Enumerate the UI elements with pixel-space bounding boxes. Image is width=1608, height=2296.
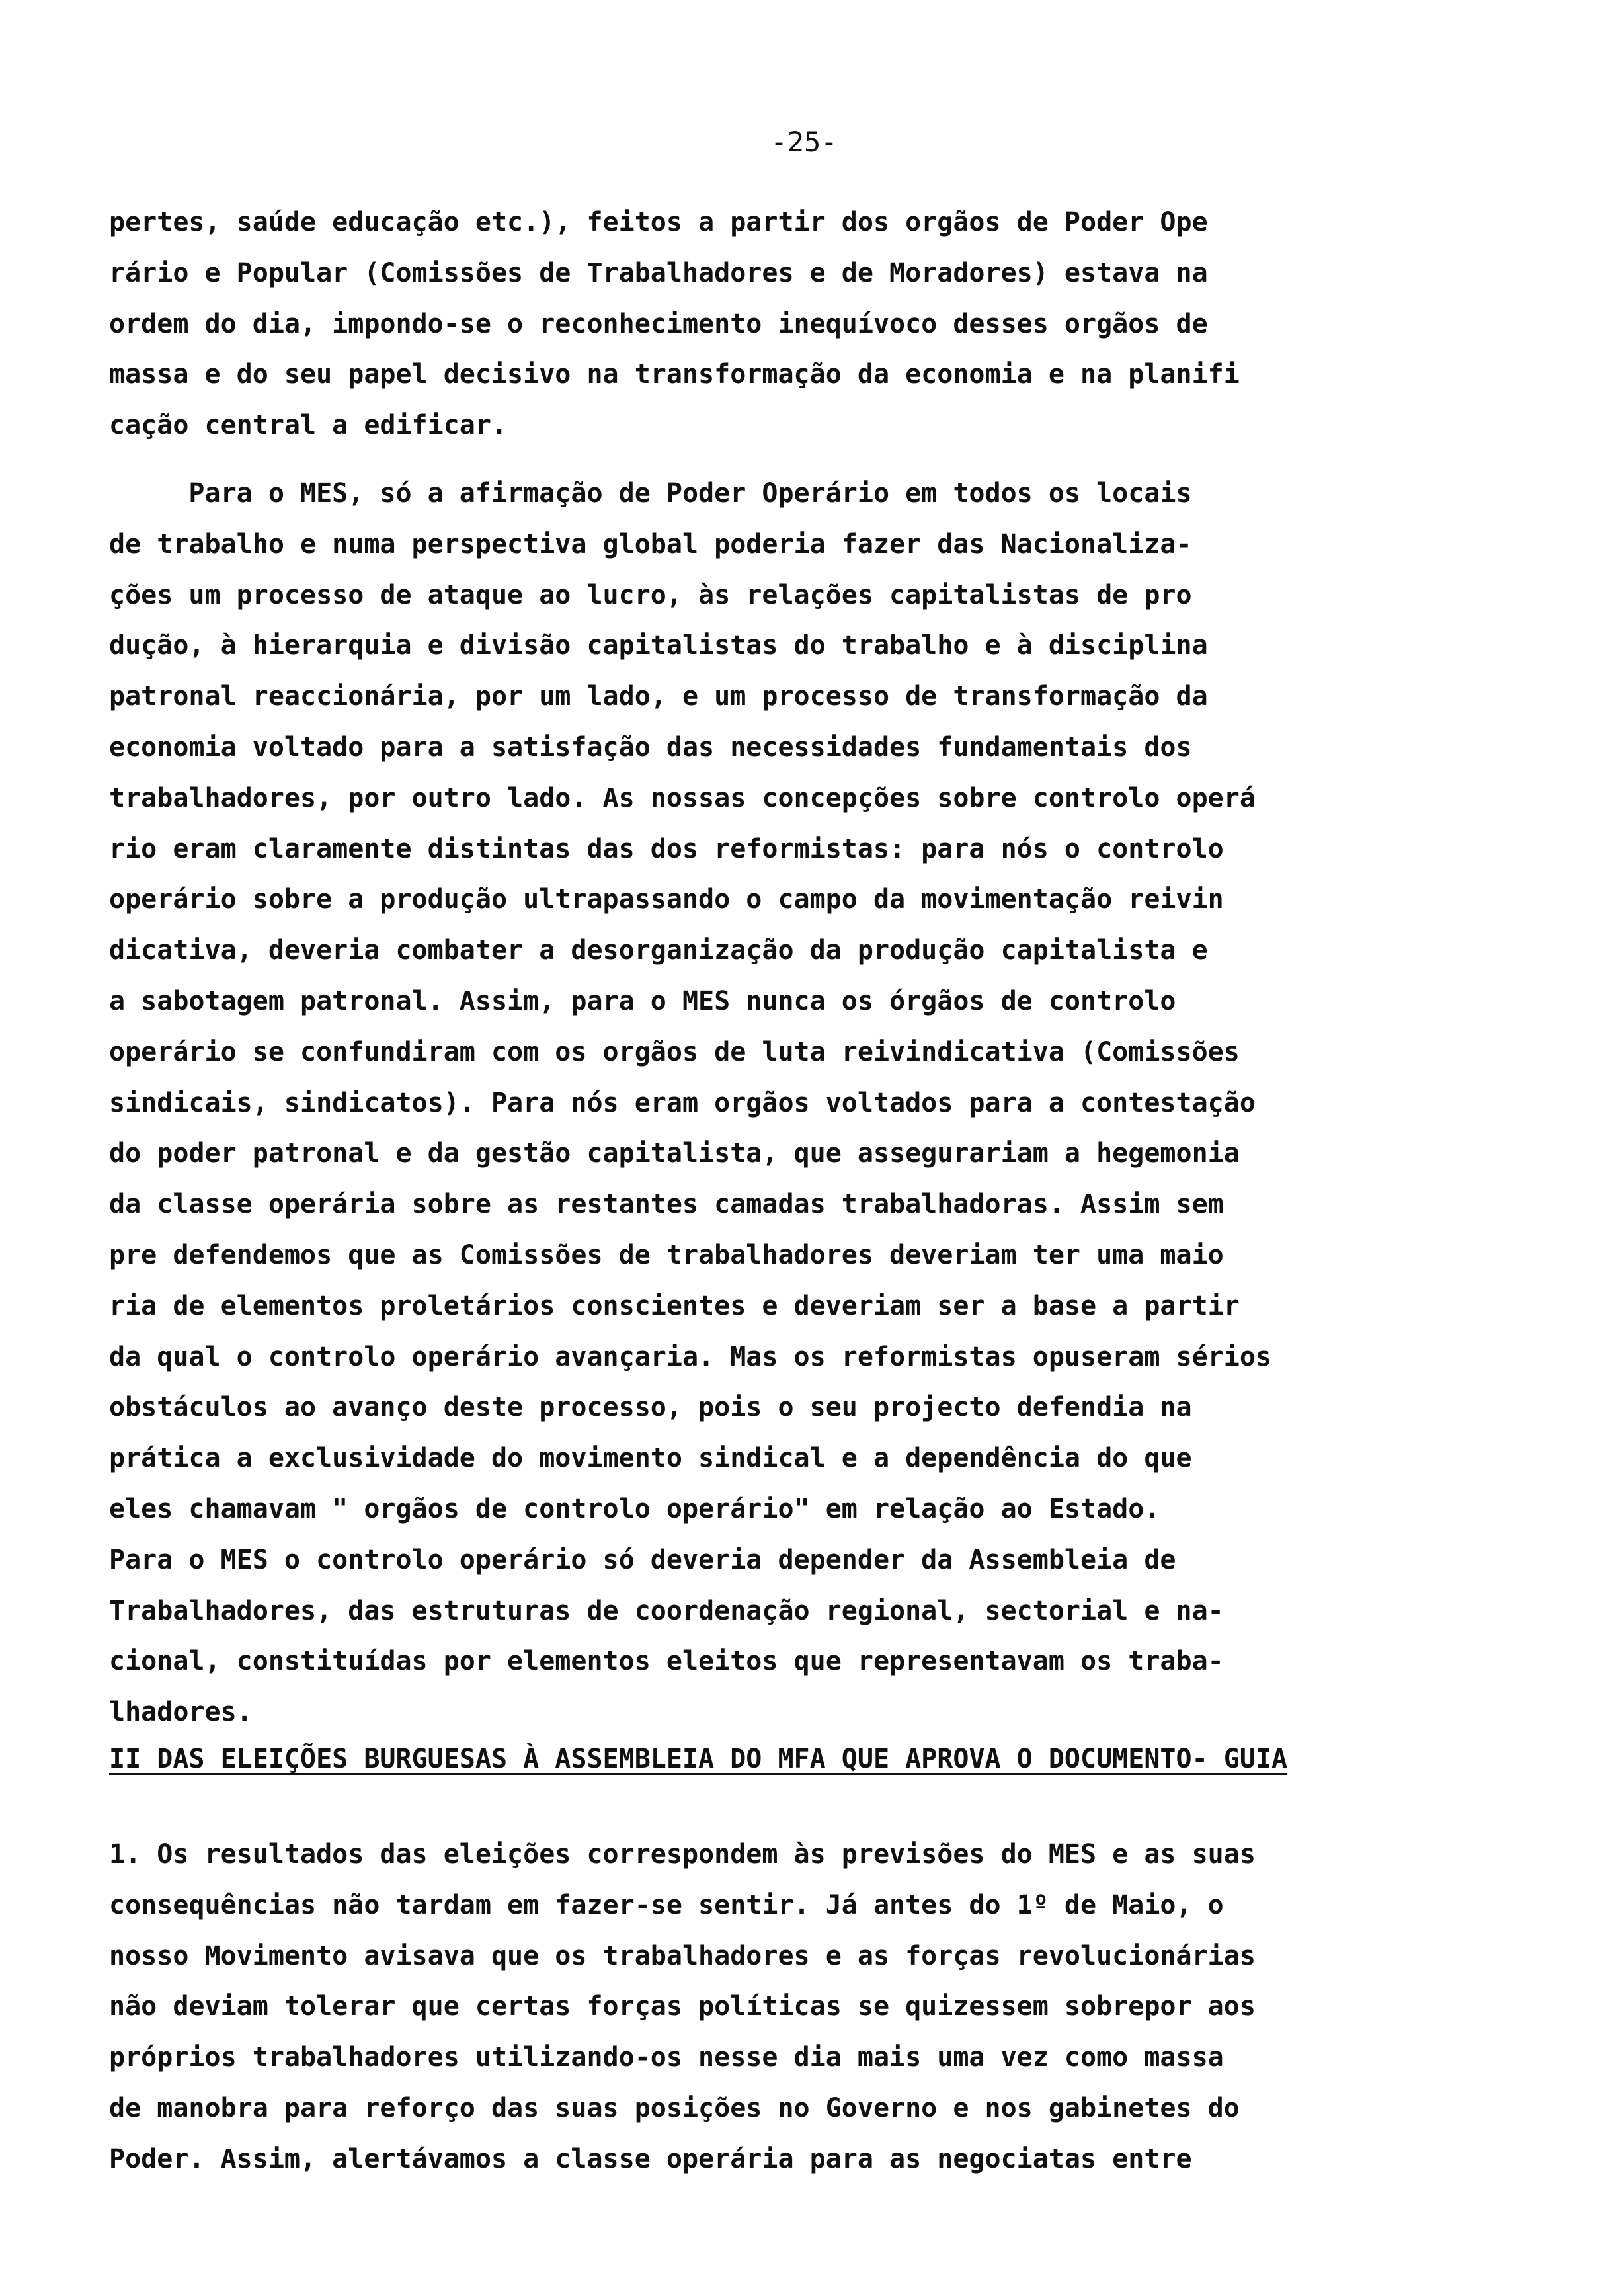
text-line: consequências não tardam em fazer-se sentir. Já antes do 1º de Maio, o bbox=[109, 1889, 1224, 1920]
text-line: massa e do seu papel decisivo na transformação da economia e na planifi bbox=[109, 359, 1240, 390]
text-line: Para o MES o controlo operário só deveria depender da Assembleia de bbox=[109, 1544, 1176, 1575]
text-line: não deviam tolerar que certas forças políticas se quizessem sobrepor aos bbox=[109, 1991, 1256, 2022]
text-line: pertes, saúde educação etc.), feitos a partir dos orgãos de Poder Ope bbox=[109, 207, 1208, 237]
text-line: rário e Popular (Comissões de Trabalhadores e de Moradores) estava na bbox=[109, 257, 1208, 288]
text-line: de trabalho e numa perspectiva global poderia fazer das Nacionaliza- bbox=[109, 528, 1192, 559]
page-number: -25- bbox=[770, 126, 838, 158]
text-line: operário se confundiram com os orgãos de luta reivindicativa (Comissões bbox=[109, 1036, 1240, 1067]
text-line: Poder. Assim, alertávamos a classe operária para as negociatas entre bbox=[109, 2143, 1192, 2174]
text-line: dução, à hierarquia e divisão capitalistas do trabalho e à disciplina bbox=[109, 630, 1208, 661]
text-line: nosso Movimento avisava que os trabalhadores e as forças revolucionárias bbox=[109, 1940, 1256, 1971]
text-line: ria de elementos proletários conscientes e deveriam ser a base a partir bbox=[109, 1290, 1240, 1321]
text-line: lhadores. bbox=[109, 1697, 253, 1728]
text-line: 1. Os resultados das eleições correspondem às previsões do MES e as suas bbox=[109, 1839, 1256, 1869]
paragraph-3 bbox=[109, 1829, 1550, 2185]
text-line: dicativa, deveria combater a desorganização da produção capitalista e bbox=[109, 935, 1208, 966]
text-line: cação central a edificar. bbox=[109, 410, 508, 441]
text-line: obstáculos ao avanço deste processo, pois o seu projecto defendia na bbox=[109, 1392, 1192, 1423]
paragraph-1 bbox=[109, 197, 1550, 451]
text-line: Para o MES, só a afirmação de Poder Operário em todos os locais bbox=[109, 478, 1192, 509]
text-line: cional, constituídas por elementos eleitos que representavam os traba- bbox=[109, 1646, 1224, 1677]
text-line: economia voltado para a satisfação das necessidades fundamentais dos bbox=[109, 731, 1192, 762]
paragraph-2 bbox=[109, 468, 1550, 1738]
text-line: ções um processo de ataque ao lucro, às relações capitalistas de pro bbox=[109, 579, 1192, 610]
text-line: de manobra para reforço das suas posições no Governo e nos gabinetes do bbox=[109, 2092, 1240, 2123]
text-line: do poder patronal e da gestão capitalista, que assegurariam a hegemonia bbox=[109, 1138, 1240, 1169]
section-heading bbox=[109, 1734, 1550, 1785]
text-line: pre defendemos que as Comissões de trabalhadores deveriam ter uma maio bbox=[109, 1239, 1224, 1270]
text-line: da classe operária sobre as restantes camadas trabalhadoras. Assim sem bbox=[109, 1189, 1224, 1220]
text-line: operário sobre a produção ultrapassando o campo da movimentação reivin bbox=[109, 884, 1224, 915]
text-line: próprios trabalhadores utilizando-os nesse dia mais uma vez como massa bbox=[109, 2042, 1224, 2073]
text-line: rio eram claramente distintas das dos reformistas: para nós o controlo bbox=[109, 833, 1224, 864]
text-line: a sabotagem patronal. Assim, para o MES nunca os órgãos de controlo bbox=[109, 985, 1176, 1016]
text-line: da qual o controlo operário avançaria. Mas os reformistas opuseram sérios bbox=[109, 1341, 1271, 1372]
text-line: prática a exclusividade do movimento sindical e a dependência do que bbox=[109, 1443, 1192, 1474]
text-line: sindicais, sindicatos). Para nós eram orgãos voltados para a contestação bbox=[109, 1087, 1256, 1118]
text-line: Trabalhadores, das estruturas de coordenação regional, sectorial e na- bbox=[109, 1595, 1224, 1626]
text-line: patronal reaccionária, por um lado, e um processo de transformação da bbox=[109, 681, 1208, 712]
text-line: trabalhadores, por outro lado. As nossas concepções sobre controlo operá bbox=[109, 782, 1256, 813]
text-line: eles chamavam " orgãos de controlo operário" em relação ao Estado. bbox=[109, 1493, 1160, 1524]
section-heading-text: II DAS ELEIÇÕES BURGUESAS À ASSEMBLEIA DO MFA QUE APROVA O DOCUMENTO- GUIA bbox=[109, 1744, 1288, 1774]
text-line: ordem do dia, impondo-se o reconhecimento inequívoco desses orgãos de bbox=[109, 308, 1208, 339]
